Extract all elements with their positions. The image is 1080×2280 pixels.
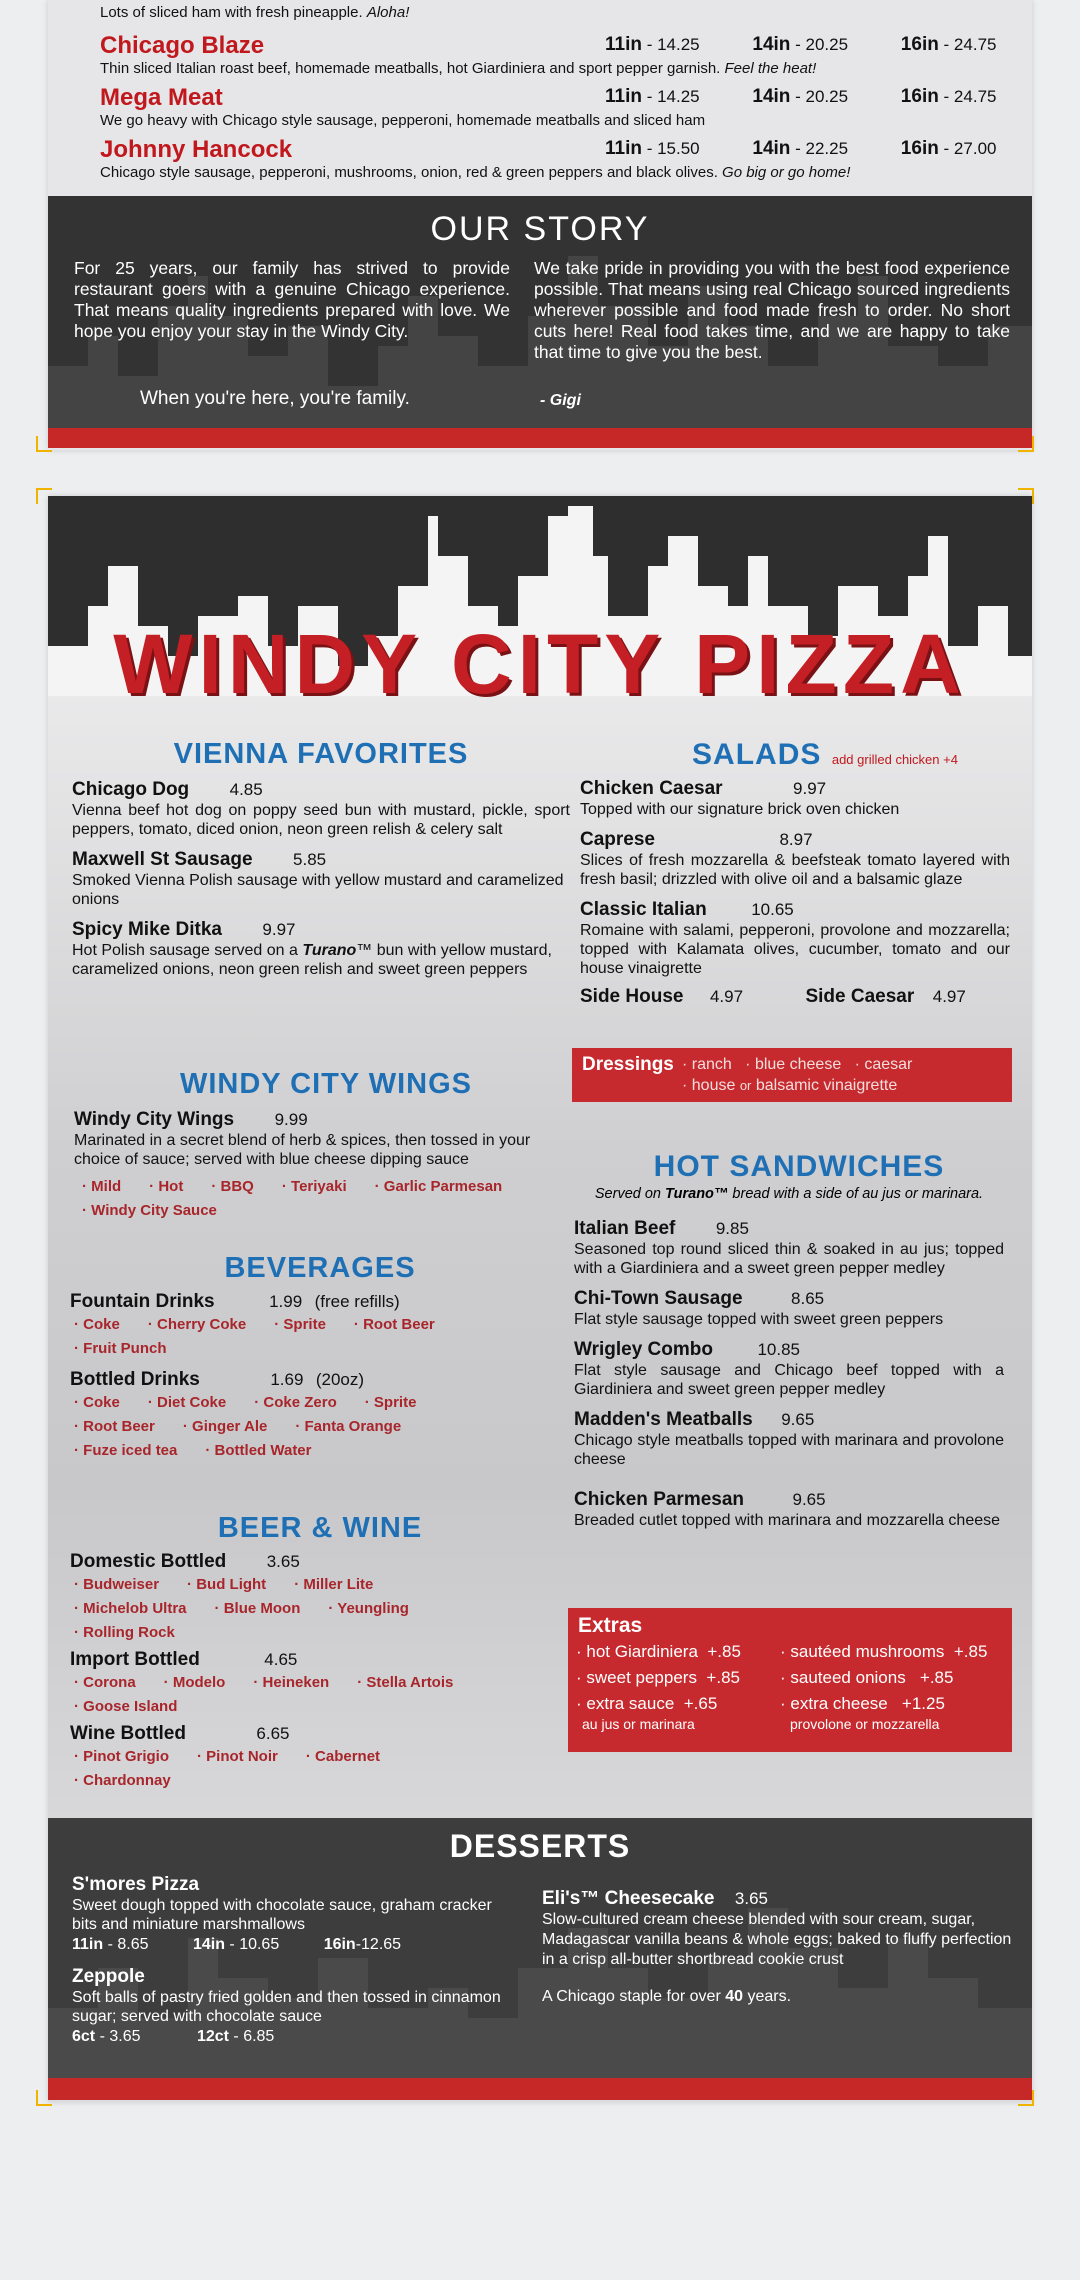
item-sizes: 6ct - 3.65 12ct - 6.85 [72,2028,275,2045]
menu-item [74,1109,578,1169]
item-price: 1.99 [269,1292,303,1311]
section-header [580,738,1010,772]
side-salads: Side House 4.97 Side Caesar 4.97 [580,986,966,1007]
extra-note: provolone or mozzarella [790,1716,940,1732]
item-name: S'mores Pizza [72,1874,200,1895]
item-note: (free refills) [314,1292,400,1311]
pizza-name: Mega Meat [100,84,223,111]
item-name: Domestic Bottled [70,1551,227,1572]
item-sizes: 11in - 8.65 14in - 10.65 16in-12.65 [72,1936,402,1953]
item-desc: Topped with our signature brick oven chicken [580,801,900,818]
dressings-label: Dressings [582,1054,674,1075]
menu-item [580,778,1010,819]
sauce-options [74,1175,578,1223]
dessert-item-zeppole [72,1966,512,2046]
extra-item: · sweet peppers +.85 [576,1668,740,1687]
item-price: 3.65 [734,1889,769,1908]
pizza-item-johnny-hancock [100,136,1000,181]
extras-box [568,1608,1012,1752]
menu-item [70,1369,570,1391]
item-desc: Flat style sausage topped with sweet green peppers [574,1311,944,1328]
item-price: 9.97 [793,779,827,798]
sauce-option: · Hot [149,1178,183,1195]
red-border-strip [48,428,1032,448]
vienna-favorites-section [72,738,570,979]
menu-page-top [48,0,1032,450]
item-price: 9.85 [715,1219,749,1238]
sauce-option: · Mild [82,1178,121,1195]
dressings-box [572,1048,1012,1102]
section-title: WINDY CITY WINGS [179,1068,473,1100]
item-price: 8.97 [779,830,813,849]
beverages-section [70,1252,570,1463]
crop-mark [36,2090,52,2106]
drink-options: · Coke· Cherry Coke· Sprite· Root Beer · Fruit Punch [70,1313,570,1361]
item-desc: Flat style sausage and Chicago beef topped with a Giardiniera and sweet green pepper medley [574,1362,1004,1398]
item-price: 3.65 [266,1552,300,1571]
item-price: 10.65 [751,900,794,919]
item-name: Chicago Dog [72,779,190,800]
sauce-option: · Teriyaki [282,1178,347,1195]
item-desc: Vienna beef hot dog on poppy seed bun with mustard, pickle, sport peppers, tomato, diced onion, neon green relish & celery salt [72,802,570,838]
menu-item [72,779,570,839]
pizza-name: Chicago Blaze [100,32,265,59]
item-desc: Sweet dough topped with chocolate sauce, graham cracker bits and miniature marshmallows [72,1897,492,1933]
our-story-tagline: When you're here, you're family. [140,388,410,409]
item-name: Fountain Drinks [70,1291,215,1312]
item-name: Chi-Town Sausage [574,1288,743,1309]
pizza-sizes: 11in - 14.25 14in - 20.25 16in - 24.75 [605,34,997,55]
item-desc: Smoked Vienna Polish sausage with yellow mustard and caramelized onions [72,872,564,908]
pizza-desc: We go heavy with Chicago style sausage, pepperoni, homemade meatballs and sliced ham [100,112,706,129]
item-name: Maxwell St Sausage [72,849,253,870]
menu-item [574,1489,1004,1530]
dressing-options: · house or balsamic vinaigrette [682,1077,898,1094]
extras-title: Extras [578,1614,643,1637]
item-name: Wrigley Combo [574,1339,713,1360]
item-price: 9.65 [781,1410,815,1429]
our-story-signature: - Gigi [540,392,581,409]
item-name: Spicy Mike Ditka [72,919,222,940]
section-title: BEER & WINE [217,1512,423,1544]
item-desc: Breaded cutlet topped with marinara and mozzarella cheese [574,1512,1001,1529]
item-desc: Romaine with salami, pepperoni, provolone and mozzarella; topped with Kalamata olives, cucumber, tomato and our house vinaigrette [580,922,1010,977]
item-desc: Soft balls of pastry fried golden and then tossed in cinnamon sugar; served with chocolate sauce [72,1989,501,2025]
menu-item [580,829,1010,889]
red-border-strip [48,2078,1032,2100]
item-desc: Slices of fresh mozzarella & beefsteak tomato layered with fresh basil; drizzled with olive oil and a balsamic glaze [580,852,1010,888]
dressing-options: · ranch · blue cheese · caesar [682,1056,913,1073]
item-name: Wine Bottled [70,1723,186,1744]
menu-item [70,1551,570,1573]
pizza-desc: Lots of sliced ham with fresh pineapple. Aloha! [100,4,410,21]
menu-item [574,1218,1004,1278]
addon-note: add grilled chicken +4 [831,752,958,767]
crop-mark [1018,2090,1034,2106]
sauce-option: · BBQ [211,1178,254,1195]
beer-options: · Corona· Modelo· Heineken· Stella Artois · Goose Island [70,1671,570,1719]
item-name: Madden's Meatballs [574,1409,753,1430]
pizza-sizes: 11in - 15.50 14in - 22.25 16in - 27.00 [605,138,997,159]
item-price: 4.65 [264,1650,298,1669]
beer-wine-section [70,1512,570,1793]
item-name: Chicken Parmesan [574,1489,745,1510]
item-note: (20oz) [315,1370,365,1389]
item-price: 1.69 [270,1370,304,1389]
pizza-item-mega-meat [100,84,1000,129]
item-desc: Seasoned top round sliced thin & soaked in au jus; topped with a Giardiniera and a sweet green pepper medley [574,1241,1004,1277]
menu-item [70,1723,570,1745]
item-name: Windy City Wings [74,1109,235,1130]
item-price: 5.85 [293,850,327,869]
crop-mark [36,436,52,452]
item-price: 9.97 [262,920,296,939]
pizza-sizes: 11in - 14.25 14in - 20.25 16in - 24.75 [605,86,997,107]
wings-section [74,1068,578,1223]
menu-item [72,849,570,909]
pizza-item-chicago-blaze [100,32,1000,77]
item-price: 6.65 [256,1724,290,1743]
menu-item [574,1339,1004,1399]
staple-note: A Chicago staple for over 40 years. [542,1988,792,2005]
sauce-option: · Garlic Parmesan [375,1178,503,1195]
drink-options: · Coke· Diet Coke· Coke Zero· Sprite · Root Beer· Ginger Ale· Fanta Orange · Fuze iced tea· Bottled Water [70,1391,570,1463]
menu-item [574,1409,1004,1469]
our-story-right-text: We take pride in providing you with the best food experience possible. That means using real Chicago sourced ingredients wherever possible and food made fresh to order. No short cuts here! Real food takes time, and we are happy to take that time to give you the best. [534,258,1010,362]
section-title: HOT SANDWICHES [653,1150,945,1183]
extra-item: · hot Giardiniera +.85 [576,1642,741,1661]
item-price: 10.85 [757,1340,800,1359]
item-name: Classic Italian [580,899,707,920]
salads-section [580,738,1010,1008]
item-desc: Slow-cultured cream cheese blended with sour cream, sugar, Madagascar vanilla beans & whole eggs; baked to fluffy perfection in a crisp all-butter shortbread cookie crust [542,1911,1012,1968]
desserts-title: DESSERTS [449,1828,631,1864]
extra-item: · sautéed mushrooms +.85 [780,1642,988,1661]
extra-item: · extra cheese +1.25 [780,1694,945,1713]
wine-options: · Pinot Grigio· Pinot Noir· Cabernet · Chardonnay [70,1745,570,1793]
item-desc: Hot Polish sausage served on a Turano™ bun with yellow mustard, caramelized onions, neon green relish and sweet green peppers [72,942,552,978]
section-title: BEVERAGES [224,1252,416,1284]
item-desc: Marinated in a secret blend of herb & spices, then tossed in your choice of sauce; served with blue cheese dipping sauce [74,1132,531,1168]
menu-item [574,1288,1004,1329]
pizza-desc: Chicago style sausage, pepperoni, mushrooms, onion, red & green peppers and black olives. Go big or go home! [100,164,851,181]
menu-item [580,899,1010,978]
menu-item [70,1291,570,1313]
extra-item: · sauteed onions +.85 [780,1668,954,1687]
extra-item: · extra sauce +.65 [576,1694,718,1713]
section-title: VIENNA FAVORITES [173,738,469,770]
desserts-section [48,1818,1032,2078]
item-name: Import Bottled [70,1649,200,1670]
pizza-desc: Thin sliced Italian roast beef, homemade meatballs, hot Giardiniera and sport pepper garnish. Feel the heat! [100,60,817,77]
section-title: SALADS [692,738,822,771]
menu-page-main [48,496,1032,2102]
our-story-section [48,196,1032,428]
dessert-item-smores [72,1874,512,1954]
item-name: Bottled Drinks [70,1369,200,1390]
extra-note: au jus or marinara [582,1716,695,1732]
item-price: 9.65 [792,1490,826,1509]
beer-options: · Budweiser· Bud Light· Miller Lite · Michelob Ultra· Blue Moon· Yeungling · Rolling Rock [70,1573,570,1645]
item-name: Chicken Caesar [580,778,723,799]
hot-sandwiches-section [574,1150,1004,1530]
menu-item [72,919,570,979]
crop-mark [1018,436,1034,452]
dessert-item-cheesecake [542,1888,1012,2006]
item-price: 4.85 [229,780,263,799]
section-subtitle: Served on Turano™ bread with a side of au jus or marinara. [594,1186,984,1202]
item-name: Zeppole [72,1966,145,1987]
our-story-title: OUR STORY [430,210,650,248]
pizza-name: Johnny Hancock [100,136,293,163]
item-name: Caprese [580,829,655,850]
brand-title: WINDY CITY PIZZA [113,617,967,711]
menu-item [70,1649,570,1671]
item-price: 9.99 [274,1110,308,1129]
item-name: Eli's™ Cheesecake [542,1888,715,1909]
sauce-option: · Windy City Sauce [82,1202,217,1219]
item-desc: Chicago style meatballs topped with marinara and provolone cheese [574,1432,1004,1468]
our-story-left-text: For 25 years, our family has strived to provide restaurant goers with a genuine Chicago experience. That means quality ingredients prepared with love. We hope you enjoy your stay in the Windy City. [74,258,510,341]
item-name: Italian Beef [574,1218,676,1239]
item-price: 8.65 [791,1289,825,1308]
